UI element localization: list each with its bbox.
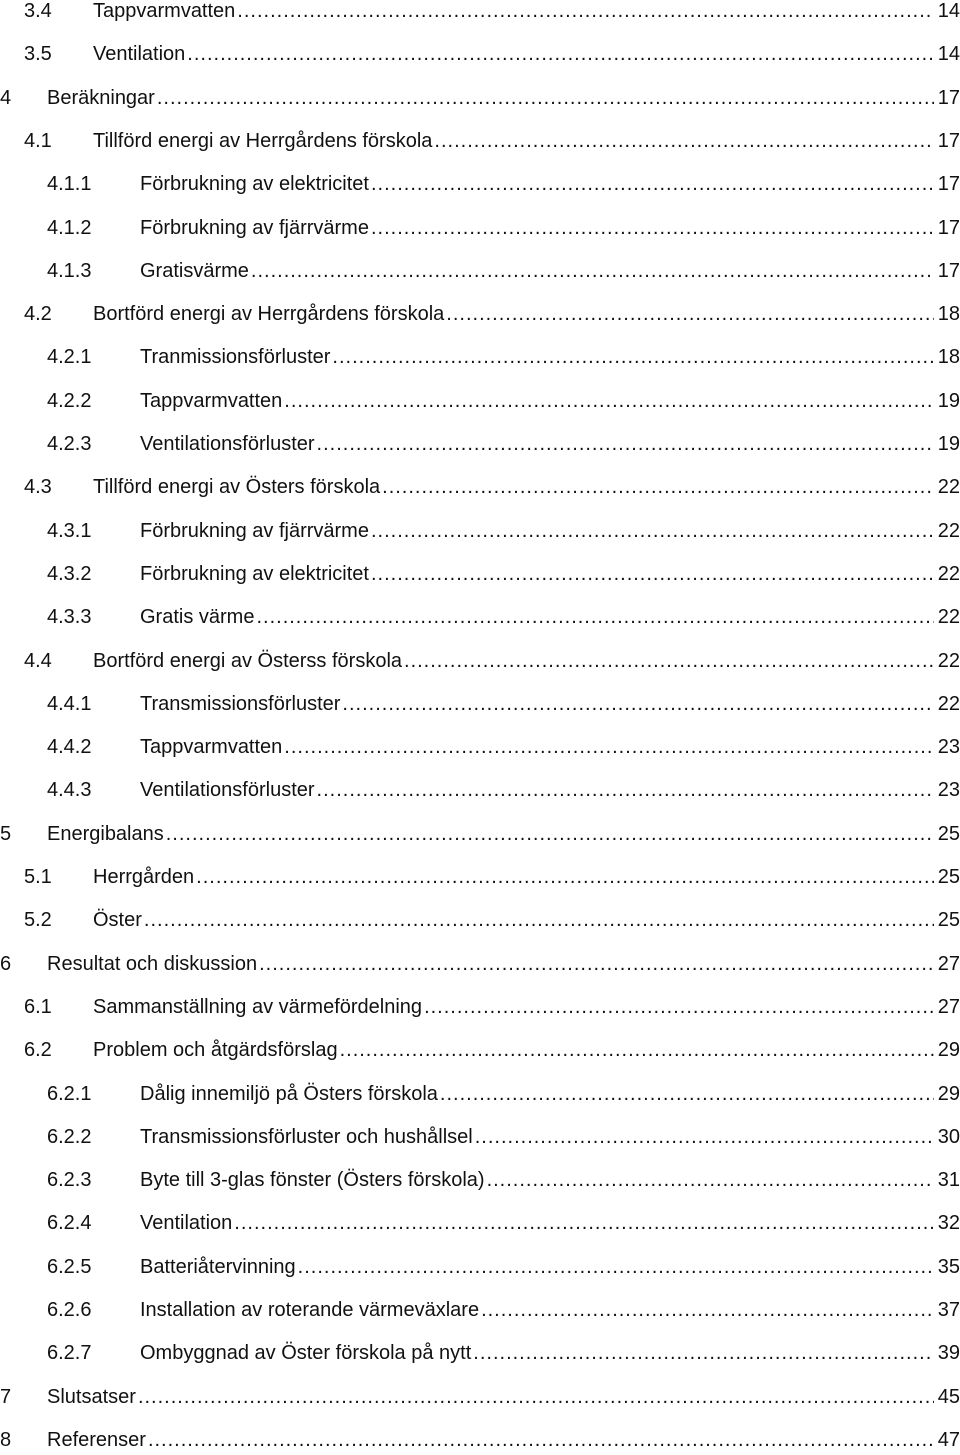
toc-entry-number: 6.2.2 [47, 1125, 92, 1148]
toc-entry-line [140, 1122, 960, 1152]
toc-entry[interactable] [0, 905, 960, 935]
toc-dot-leader [138, 1382, 934, 1412]
toc-entry-line [93, 39, 960, 69]
toc-entry-number: 4.2.1 [47, 346, 92, 369]
toc-dot-leader [284, 386, 933, 416]
toc-entry-line [93, 992, 960, 1022]
toc-entry[interactable] [0, 1079, 960, 1109]
toc-entry-number: 4.1.2 [47, 216, 92, 239]
toc-entry-title: Slutsatser [47, 1382, 138, 1412]
toc-entry-line [140, 213, 960, 243]
toc-entry-title: Ventilation [93, 39, 187, 69]
toc-entry-number: 3.4 [24, 0, 52, 22]
toc-entry-number: 5.2 [24, 909, 52, 932]
toc-dot-leader [284, 732, 933, 762]
toc-entry-line [93, 646, 960, 676]
toc-entry-line [140, 429, 960, 459]
toc-entry-title: Tappvarmvatten [140, 386, 284, 416]
toc-entry[interactable] [0, 1295, 960, 1325]
toc-entry-title: Ventilationsförluster [140, 775, 317, 805]
toc-entry-page-number: 29 [934, 1079, 960, 1109]
toc-entry-line [140, 602, 960, 632]
toc-entry-page-number: 32 [934, 1208, 960, 1238]
toc-entry-number: 4.2.3 [47, 433, 92, 455]
toc-entry-line [140, 169, 960, 199]
toc-entry-number: 5 [0, 822, 12, 845]
toc-entry-title: Tillförd energi av Östers förskola [93, 472, 382, 502]
toc-entry-number: 3.5 [24, 43, 52, 66]
toc-entry-page-number: 37 [934, 1295, 960, 1325]
toc-entry-page-number: 45 [934, 1382, 960, 1412]
toc-entry-number: 4.3.3 [47, 606, 92, 629]
toc-entry[interactable] [0, 1382, 960, 1412]
toc-entry-title: Sammanställning av värmefördelning [93, 992, 424, 1022]
toc-entry-page-number: 17 [934, 126, 960, 156]
toc-entry[interactable] [0, 1252, 960, 1282]
toc-entry-title: Gratis värme [140, 602, 256, 632]
toc-dot-leader [446, 299, 933, 329]
toc-entry-title: Gratisvärme [140, 256, 251, 286]
toc-dot-leader [237, 0, 933, 26]
toc-dot-leader [371, 559, 934, 589]
toc-entry[interactable] [0, 256, 960, 286]
toc-entry-page-number: 19 [934, 386, 960, 416]
toc-entry[interactable] [0, 39, 960, 69]
toc-dot-leader [440, 1079, 934, 1109]
toc-entry-number: 6.2.1 [47, 1082, 92, 1105]
toc-entry-title: Öster [93, 905, 144, 935]
toc-entry[interactable] [0, 516, 960, 546]
toc-entry-line [93, 905, 960, 935]
toc-entry-line [140, 775, 960, 805]
toc-entry-page-number: 47 [934, 1425, 960, 1455]
toc-entry[interactable] [0, 1338, 960, 1368]
toc-entry-page-number: 27 [934, 992, 960, 1022]
toc-entry[interactable] [0, 862, 960, 892]
toc-entry-number: 4.3.1 [47, 519, 92, 542]
toc-entry-page-number: 22 [934, 646, 960, 676]
toc-dot-leader [256, 602, 933, 632]
toc-entry-page-number: 23 [934, 732, 960, 762]
toc-entry-title: Byte till 3-glas fönster (Östers förskola) [140, 1165, 487, 1195]
toc-entry-page-number: 29 [934, 1035, 960, 1065]
toc-entry-page-number: 19 [934, 429, 960, 459]
toc-dot-leader [144, 905, 934, 935]
toc-entry-title: Herrgården [93, 862, 196, 892]
toc-entry-line [140, 1165, 960, 1195]
toc-entry-page-number: 14 [934, 39, 960, 69]
toc-entry-page-number: 22 [934, 516, 960, 546]
toc-entry-title: Beräkningar [47, 83, 157, 113]
toc-entry-line [140, 689, 960, 719]
toc-entry-line [93, 0, 960, 26]
toc-entry[interactable] [0, 472, 960, 502]
toc-entry[interactable] [0, 0, 960, 26]
toc-entry-number: 4.3 [24, 476, 52, 499]
toc-dot-leader [317, 775, 934, 805]
toc-entry[interactable] [0, 1122, 960, 1152]
toc-entry-number: 4.4 [24, 649, 52, 672]
toc-dot-leader [298, 1252, 934, 1282]
toc-entry[interactable] [0, 646, 960, 676]
toc-entry-number: 4.1.3 [47, 259, 92, 282]
toc-entry-page-number: 17 [934, 213, 960, 243]
toc-entry-page-number: 31 [934, 1165, 960, 1195]
toc-entry-title: Förbrukning av fjärrvärme [140, 516, 371, 546]
toc-entry-number: 4.2.2 [47, 389, 92, 412]
toc-entry[interactable] [0, 602, 960, 632]
toc-dot-leader [424, 992, 934, 1022]
toc-entry-title: Tillförd energi av Herrgårdens förskola [93, 126, 434, 156]
toc-entry[interactable] [0, 342, 960, 372]
toc-entry-page-number: 25 [934, 819, 960, 849]
toc-entry[interactable] [0, 1208, 960, 1238]
toc-entry-number: 4.4.1 [47, 692, 92, 715]
toc-entry-line [47, 1425, 960, 1455]
toc-entry-line [47, 1382, 960, 1412]
toc-dot-leader [340, 1035, 934, 1065]
toc-dot-leader [371, 516, 934, 546]
toc-entry-title: Ventilationsförluster [140, 429, 317, 459]
toc-entry-page-number: 17 [934, 169, 960, 199]
toc-entry-title: Transmissionsförluster och hushållsel [140, 1122, 475, 1152]
toc-dot-leader [481, 1295, 934, 1325]
toc-entry-line [93, 1035, 960, 1065]
toc-entry-line [140, 732, 960, 762]
toc-entry[interactable] [0, 689, 960, 719]
toc-entry-line [140, 386, 960, 416]
toc-entry-title: Ombyggnad av Öster förskola på nytt [140, 1338, 473, 1368]
toc-entry-title: Bortförd energi av Herrgårdens förskola [93, 299, 446, 329]
toc-dot-leader [342, 689, 933, 719]
toc-entry-title: Energibalans [47, 819, 166, 849]
toc-entry[interactable] [0, 732, 960, 762]
toc-entry-line [93, 299, 960, 329]
toc-entry-title: Resultat och diskussion [47, 949, 259, 979]
toc-entry-number: 6.2.5 [47, 1255, 92, 1278]
toc-entry[interactable] [0, 819, 960, 849]
toc-entry-number: 6.2.3 [47, 1169, 92, 1192]
toc-entry-page-number: 25 [934, 905, 960, 935]
toc-dot-leader [473, 1338, 933, 1368]
toc-entry-title: Tappvarmvatten [93, 0, 237, 26]
toc-entry-number: 6.1 [24, 995, 52, 1018]
toc-dot-leader [434, 126, 933, 156]
toc-entry-page-number: 14 [934, 0, 960, 26]
toc-entry-line [93, 472, 960, 502]
toc-dot-leader [332, 342, 933, 372]
toc-entry-line [47, 83, 960, 113]
toc-entry-number: 4.1.1 [47, 173, 92, 196]
toc-entry-line [140, 1252, 960, 1282]
toc-entry-number: 4.2 [24, 303, 52, 326]
toc-entry-page-number: 22 [934, 602, 960, 632]
toc-entry-page-number: 22 [934, 472, 960, 502]
toc-entry[interactable] [0, 169, 960, 199]
toc-entry[interactable] [0, 299, 960, 329]
toc-entry-line [93, 862, 960, 892]
toc-entry-title: Bortförd energi av Österss förskola [93, 646, 404, 676]
toc-dot-leader [487, 1165, 934, 1195]
toc-entry-title: Förbrukning av elektricitet [140, 169, 371, 199]
toc-entry-line [47, 819, 960, 849]
toc-entry-line [140, 256, 960, 286]
toc-entry-number: 4.3.2 [47, 562, 92, 585]
toc-entry-line [140, 342, 960, 372]
toc-entry-page-number: 22 [934, 559, 960, 589]
toc-dot-leader [382, 472, 934, 502]
toc-entry-number: 4.4.2 [47, 736, 92, 759]
toc-entry-line [93, 126, 960, 156]
toc-entry-line [47, 949, 960, 979]
toc-entry-number: 7 [0, 1385, 12, 1408]
toc-dot-leader [234, 1208, 933, 1238]
toc-entry-title: Batteriåtervinning [140, 1252, 298, 1282]
toc-entry-title: Tappvarmvatten [140, 732, 284, 762]
toc-entry-number: 6.2.6 [47, 1299, 92, 1321]
toc-entry[interactable] [0, 1035, 960, 1065]
toc-entry-title: Förbrukning av elektricitet [140, 559, 371, 589]
toc-entry-page-number: 17 [934, 83, 960, 113]
toc-entry-line [140, 516, 960, 546]
toc-entry[interactable] [0, 213, 960, 243]
toc-entry[interactable] [0, 386, 960, 416]
toc-entry-page-number: 39 [934, 1338, 960, 1368]
toc-dot-leader [251, 256, 934, 286]
toc-entry-line [140, 1208, 960, 1238]
toc-dot-leader [187, 39, 933, 69]
toc-entry-page-number: 22 [934, 689, 960, 719]
toc-entry-number: 4 [0, 86, 12, 109]
toc-entry[interactable] [0, 992, 960, 1022]
toc-entry[interactable] [0, 949, 960, 979]
toc-entry-title: Ventilation [140, 1208, 234, 1238]
toc-dot-leader [317, 429, 934, 459]
toc-dot-leader [196, 862, 934, 892]
toc-entry-number: 6.2.4 [47, 1212, 92, 1235]
toc-entry-title: Dålig innemiljö på Östers förskola [140, 1079, 440, 1109]
toc-dot-leader [371, 213, 934, 243]
toc-entry-page-number: 25 [934, 862, 960, 892]
toc-entry[interactable] [0, 1165, 960, 1195]
toc-entry[interactable] [0, 559, 960, 589]
toc-entry-number: 4.4.3 [47, 779, 92, 802]
toc-entry-page-number: 17 [934, 256, 960, 286]
toc-entry-line [140, 1295, 960, 1325]
toc-entry-line [140, 559, 960, 589]
toc-entry-number: 4.1 [24, 129, 52, 152]
toc-dot-leader [371, 169, 934, 199]
toc-entry-title: Installation av roterande värmeväxlare [140, 1295, 481, 1325]
toc-entry[interactable] [0, 83, 960, 113]
toc-dot-leader [157, 83, 934, 113]
toc-entry-title: Transmissionsförluster [140, 689, 342, 719]
toc-entry-page-number: 23 [934, 775, 960, 805]
toc-entry-number: 6.2.7 [47, 1342, 92, 1365]
toc-entry-page-number: 18 [934, 342, 960, 372]
toc-entry-number: 6.2 [24, 1039, 52, 1062]
toc-entry-title: Referenser [47, 1425, 148, 1455]
toc-entry[interactable] [0, 775, 960, 805]
toc-entry[interactable] [0, 429, 960, 459]
toc-entry[interactable] [0, 1425, 960, 1455]
toc-entry-title: Tranmissionsförluster [140, 342, 332, 372]
toc-entry-title: Förbrukning av fjärrvärme [140, 213, 371, 243]
toc-entry[interactable] [0, 126, 960, 156]
toc-entry-line [140, 1338, 960, 1368]
toc-entry-page-number: 27 [934, 949, 960, 979]
toc-dot-leader [259, 949, 934, 979]
toc-entry-page-number: 35 [934, 1252, 960, 1282]
toc-entry-number: 8 [0, 1428, 12, 1451]
toc-dot-leader [148, 1425, 934, 1455]
toc-dot-leader [166, 819, 934, 849]
toc-entry-page-number: 30 [934, 1122, 960, 1152]
toc-entry-page-number: 18 [934, 299, 960, 329]
toc-entry-number: 6 [0, 952, 12, 975]
toc-dot-leader [404, 646, 934, 676]
toc-dot-leader [475, 1122, 934, 1152]
toc-entry-line [140, 1079, 960, 1109]
toc-entry-title: Problem och åtgärdsförslag [93, 1035, 340, 1065]
toc-entry-number: 5.1 [24, 866, 52, 888]
